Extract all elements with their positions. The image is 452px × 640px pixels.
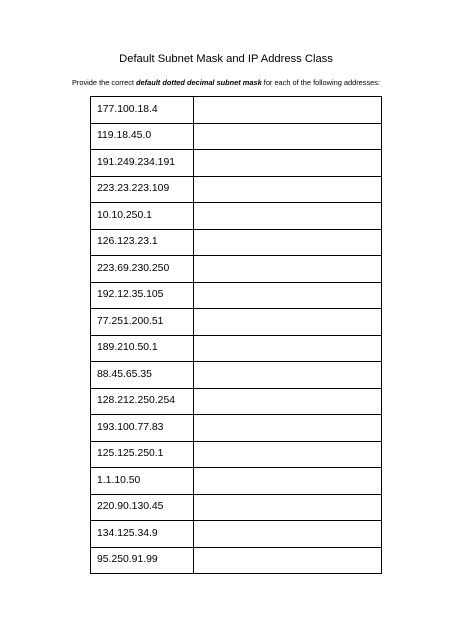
ip-address-cell: 1.1.10.50 bbox=[91, 468, 194, 495]
subnet-mask-answer-cell[interactable] bbox=[194, 441, 382, 468]
table-body bbox=[91, 97, 382, 574]
ip-address-cell: 189.210.50.1 bbox=[91, 335, 194, 362]
subnet-mask-answer-cell[interactable] bbox=[194, 335, 382, 362]
table-row bbox=[91, 494, 382, 521]
table-row bbox=[91, 123, 382, 150]
subnet-mask-answer-cell[interactable] bbox=[194, 309, 382, 336]
ip-address-cell: 223.69.230.250 bbox=[91, 256, 194, 283]
subnet-mask-answer-cell[interactable] bbox=[194, 229, 382, 256]
table-row bbox=[91, 97, 382, 124]
ip-address-cell: 128.212.250.254 bbox=[91, 388, 194, 415]
table-row bbox=[91, 547, 382, 574]
subnet-mask-answer-cell[interactable] bbox=[194, 468, 382, 495]
instructions bbox=[0, 78, 452, 88]
table-row bbox=[91, 203, 382, 230]
table-row bbox=[91, 362, 382, 389]
table-row bbox=[91, 256, 382, 283]
ip-address-cell: 10.10.250.1 bbox=[91, 203, 194, 230]
subnet-mask-answer-cell[interactable] bbox=[194, 97, 382, 124]
subnet-mask-answer-cell[interactable] bbox=[194, 150, 382, 177]
subnet-mask-answer-cell[interactable] bbox=[194, 123, 382, 150]
subnet-mask-answer-cell[interactable] bbox=[194, 521, 382, 548]
ip-address-cell: 88.45.65.35 bbox=[91, 362, 194, 389]
ip-address-cell: 119.18.45.0 bbox=[91, 123, 194, 150]
ip-address-cell: 223.23.223.109 bbox=[91, 176, 194, 203]
table-row bbox=[91, 415, 382, 442]
table-row bbox=[91, 335, 382, 362]
ip-address-cell: 95.250.91.99 bbox=[91, 547, 194, 574]
ip-address-cell: 220.90.130.45 bbox=[91, 494, 194, 521]
table-row bbox=[91, 309, 382, 336]
table-row bbox=[91, 468, 382, 495]
subnet-mask-answer-cell[interactable] bbox=[194, 388, 382, 415]
subnet-mask-answer-cell[interactable] bbox=[194, 176, 382, 203]
table-row bbox=[91, 229, 382, 256]
table-row bbox=[91, 176, 382, 203]
subnet-mask-answer-cell[interactable] bbox=[194, 494, 382, 521]
subnet-mask-table bbox=[90, 96, 382, 574]
ip-address-cell: 193.100.77.83 bbox=[91, 415, 194, 442]
ip-address-cell: 125.125.250.1 bbox=[91, 441, 194, 468]
table-row bbox=[91, 388, 382, 415]
instructions-emphasis: default dotted decimal subnet mask bbox=[136, 78, 262, 87]
table-row bbox=[91, 441, 382, 468]
ip-address-cell: 134.125.34.9 bbox=[91, 521, 194, 548]
subnet-mask-answer-cell[interactable] bbox=[194, 415, 382, 442]
ip-address-cell: 77.251.200.51 bbox=[91, 309, 194, 336]
ip-address-cell: 191.249.234.191 bbox=[91, 150, 194, 177]
page-title: Default Subnet Mask and IP Address Class bbox=[119, 53, 333, 65]
subnet-mask-answer-cell[interactable] bbox=[194, 203, 382, 230]
subnet-mask-answer-cell[interactable] bbox=[194, 256, 382, 283]
subnet-mask-answer-cell[interactable] bbox=[194, 362, 382, 389]
subnet-mask-answer-cell[interactable] bbox=[194, 547, 382, 574]
instructions-tail: for each of the following addresses: bbox=[261, 78, 381, 87]
ip-address-cell: 126.123.23.1 bbox=[91, 229, 194, 256]
table-row bbox=[91, 282, 382, 309]
subnet-mask-answer-cell[interactable] bbox=[194, 282, 382, 309]
ip-address-cell: 192.12.35.105 bbox=[91, 282, 194, 309]
table-row bbox=[91, 150, 382, 177]
table-row bbox=[91, 521, 382, 548]
instructions-lead: Provide the correct bbox=[71, 78, 137, 87]
ip-address-cell: 177.100.18.4 bbox=[91, 97, 194, 124]
